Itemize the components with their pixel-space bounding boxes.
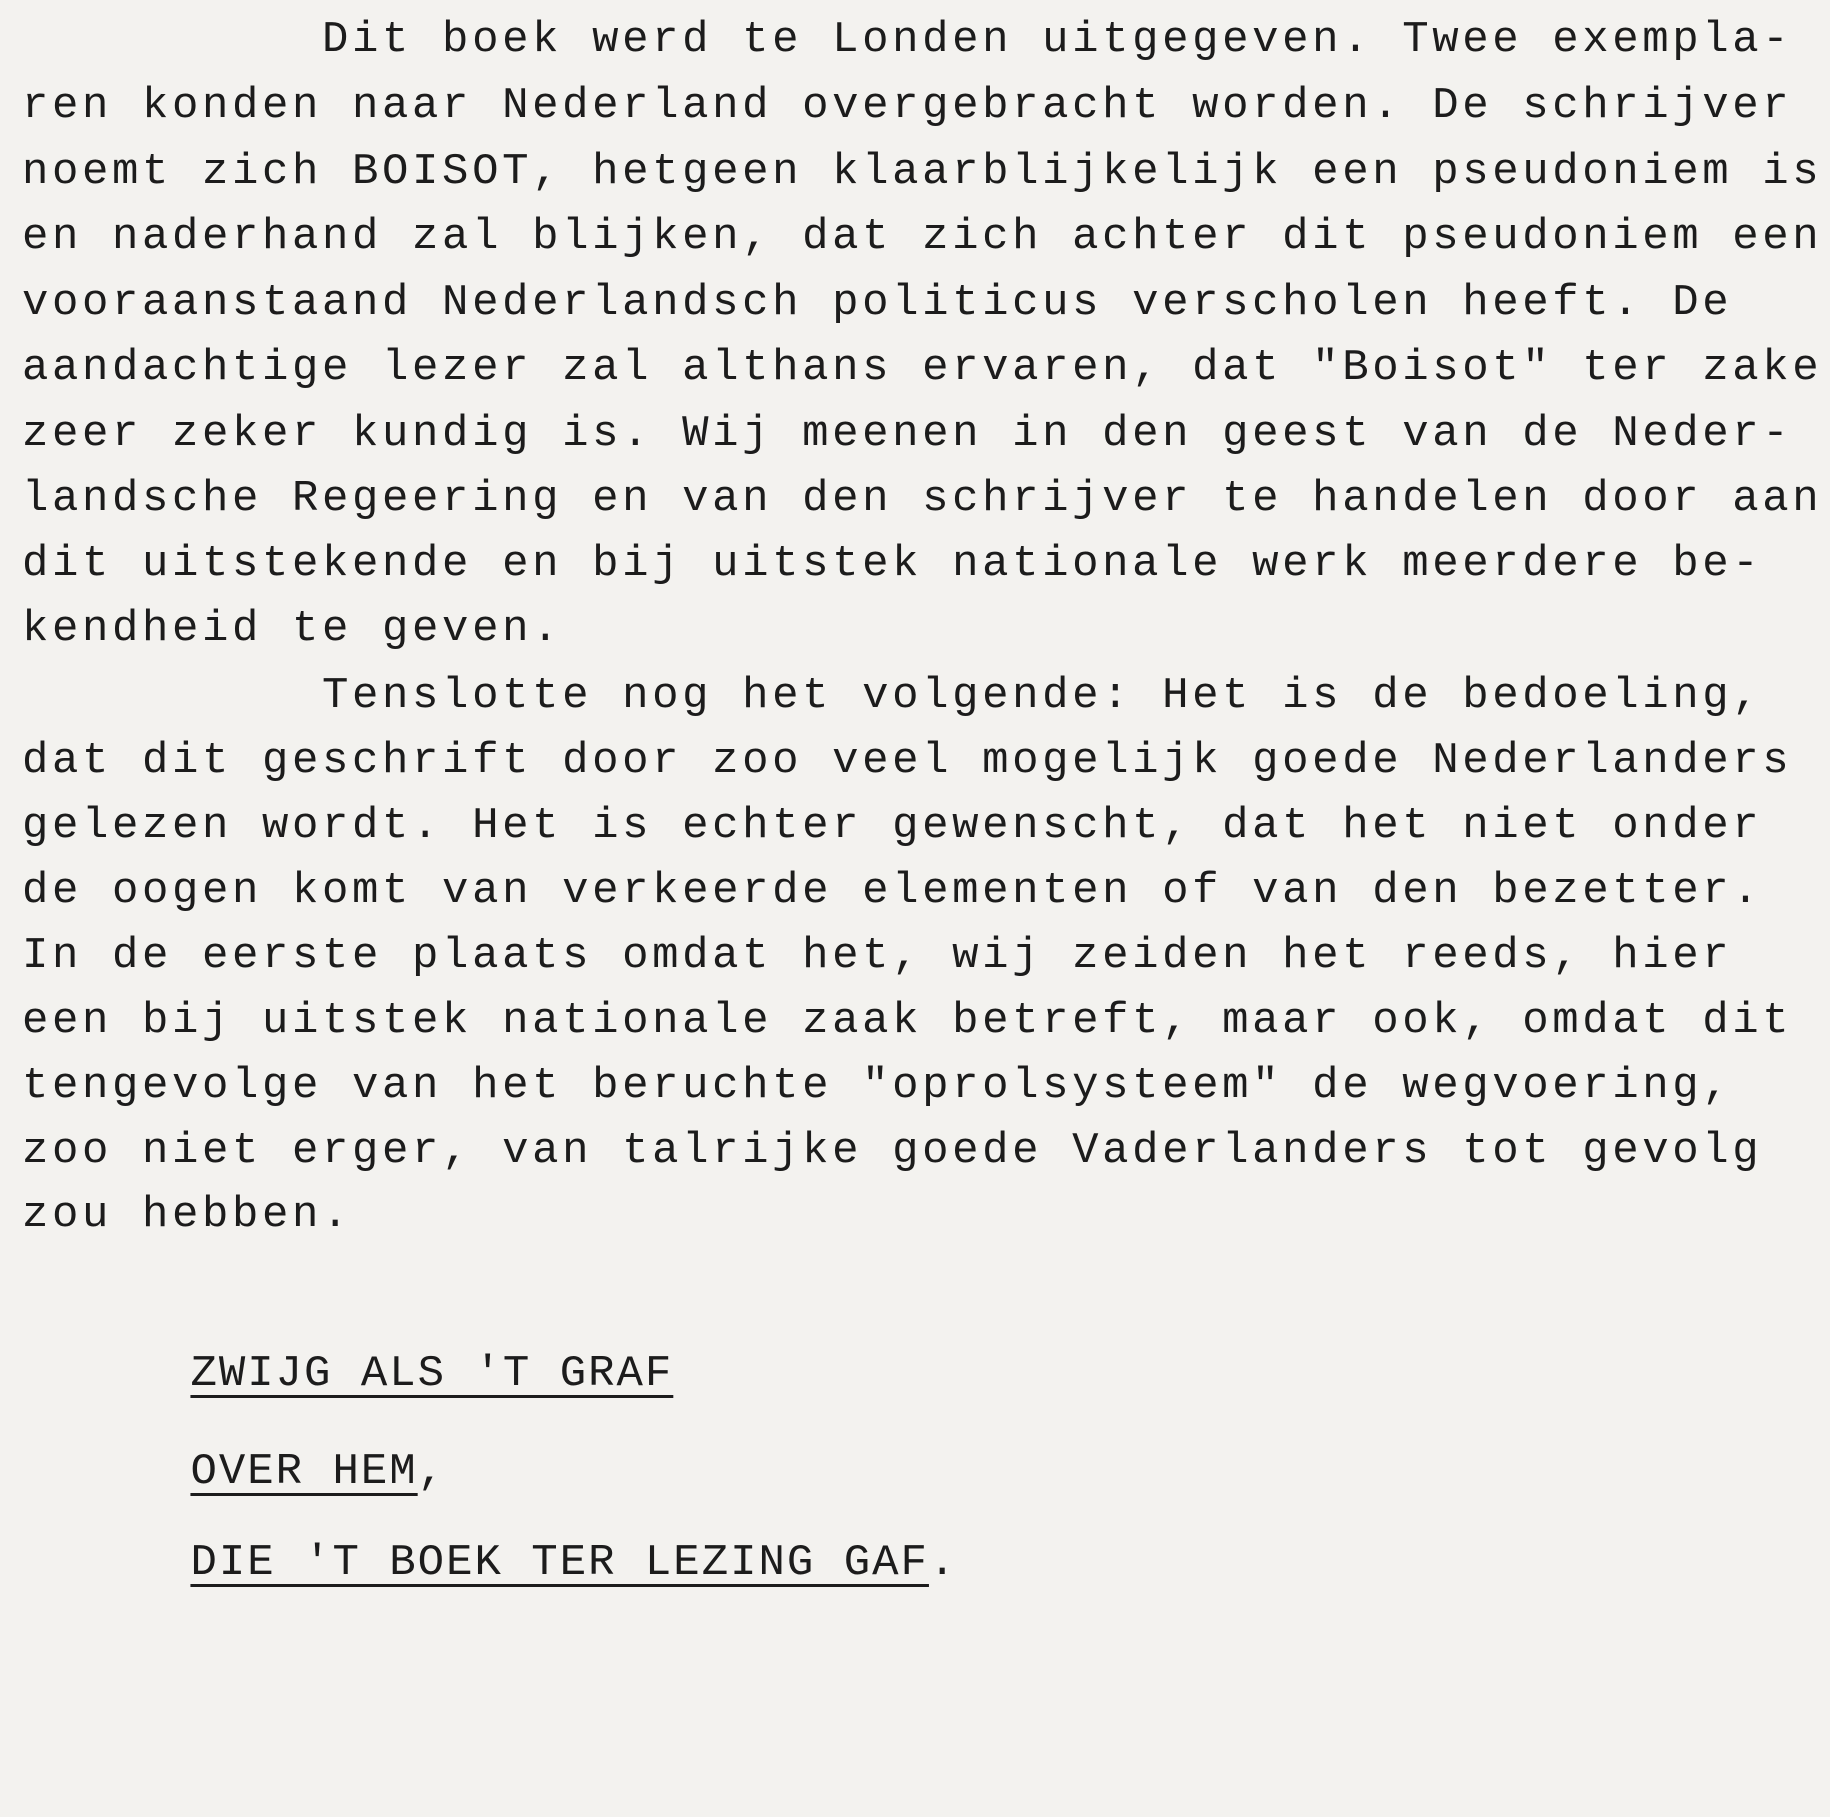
motto-line-2-punct: ,	[417, 1447, 447, 1497]
text-line: noemt zich BOISOT, hetgeen klaarblijkelijk een pseudoniem is	[22, 147, 1823, 197]
motto-line-3-text: DIE 'T BOEK TER LEZING GAF	[190, 1538, 929, 1588]
text-line: zou hebben.	[22, 1190, 353, 1240]
text-line: vooraanstaand Nederlandsch politicus verscholen heeft. De	[22, 278, 1733, 328]
text-line: de oogen komt van verkeerde elementen of van den bezetter.	[22, 866, 1763, 916]
text-line: tengevolge van het beruchte "oprolsysteem" de wegvoering,	[22, 1061, 1733, 1111]
text-line: Tenslotte nog het volgende: Het is de bedoeling,	[22, 671, 1763, 721]
text-line: landsche Regeering en van den schrijver te handelen door aan	[22, 474, 1823, 524]
text-line: dat dit geschrift door zoo veel mogelijk goede Nederlanders	[22, 736, 1793, 786]
text-line: gelezen wordt. Het is echter gewenscht, dat het niet onder	[22, 801, 1763, 851]
text-line: dit uitstekende en bij uitstek nationale werk meerdere be-	[22, 539, 1763, 589]
text-line: zoo niet erger, van talrijke goede Vaderlanders tot gevolg	[22, 1126, 1763, 1176]
text-line: en naderhand zal blijken, dat zich achter dit pseudoniem een	[22, 212, 1823, 262]
motto-line-3	[20, 1497, 957, 1629]
text-line: In de eerste plaats omdat het, wij zeiden het reeds, hier	[22, 931, 1733, 981]
motto-line-2-text: OVER HEM	[190, 1447, 418, 1497]
text-line: aandachtige lezer zal althans ervaren, dat "Boisot" ter zake	[22, 343, 1823, 393]
text-line: zeer zeker kundig is. Wij meenen in den geest van de Neder-	[22, 409, 1793, 459]
text-line: kendheid te geven.	[22, 604, 563, 654]
text-line: een bij uitstek nationale zaak betreft, maar ook, omdat dit	[22, 996, 1793, 1046]
motto-line-1-text: ZWIJG ALS 'T GRAF	[190, 1349, 674, 1399]
text-line: Dit boek werd te Londen uitgegeven. Twee exempla-	[22, 15, 1793, 65]
motto-line-3-punct: .	[928, 1538, 958, 1588]
text-line: ren konden naar Nederland overgebracht worden. De schrijver	[22, 81, 1793, 131]
